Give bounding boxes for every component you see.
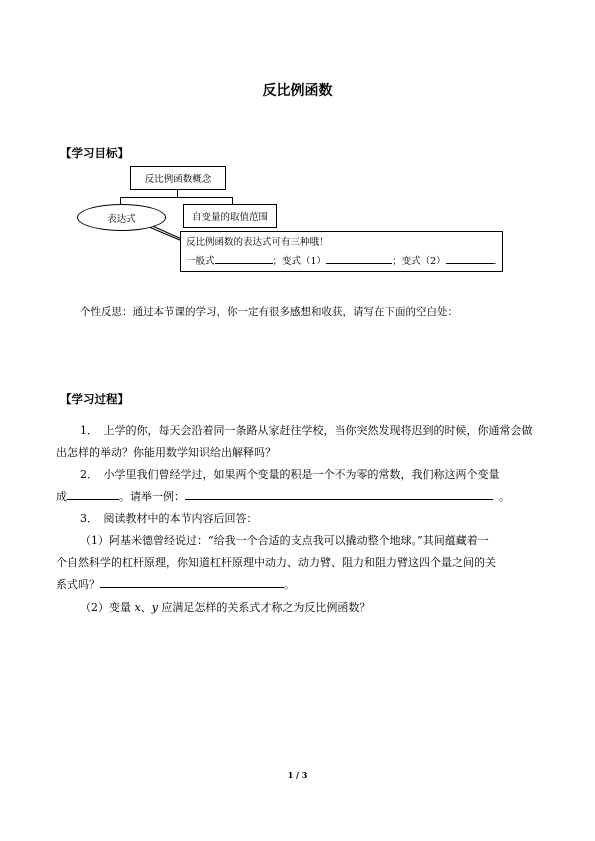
- blank-variant1[interactable]: [326, 252, 392, 264]
- q3-1-end: 。: [284, 578, 295, 591]
- blank-q2-term[interactable]: [67, 488, 119, 500]
- q3-1-prefix: 系式吗？: [56, 578, 100, 591]
- goals-heading: 【学习目标】: [60, 146, 129, 160]
- question-3-1-line2: 个自然科学的杠杆原理，你知道杠杆原理中动力、动力臂、阻力和阻力臂这四个量之间的关: [56, 556, 496, 569]
- note-line2: [186, 252, 497, 271]
- blank-q2-example[interactable]: [185, 488, 493, 500]
- question-1: 1． 上学的你，每天会沿着同一条路从家赶往学校，当你突然发现将迟到的时候，你通常会做出怎样的举动？你能用数学知识给出解释吗？: [56, 424, 533, 459]
- connector-root-stem: [177, 189, 178, 197]
- q2-end: 。: [499, 490, 510, 503]
- q2-prefix: 成: [56, 490, 67, 503]
- note-variant2-label: ；变式（2）: [392, 256, 446, 267]
- process-heading: 【学习过程】: [60, 392, 129, 406]
- note-variant1-label: ；变式（1）: [272, 256, 327, 267]
- diagram-left-ellipse: 表达式: [77, 204, 166, 231]
- question-3: 3． 阅读教材中的本节内容后回答：: [80, 512, 258, 525]
- variable-x: x: [134, 601, 141, 614]
- note-line1: 反比例函数的表达式可有三种哦！: [186, 237, 329, 248]
- blank-general[interactable]: [215, 252, 273, 264]
- question-3-2: [80, 597, 370, 619]
- question-3-1-line3: [56, 574, 295, 596]
- reflection-prompt: 个性反思：通过本节课的学习，你一定有很多感想和收获，请写在下面的空白处：: [80, 306, 458, 318]
- q2-example-label: 。请举一例：: [119, 490, 185, 503]
- blank-variant2[interactable]: [446, 252, 494, 264]
- diagram-right-box: 自变量的取值范围: [183, 204, 277, 228]
- q3-2-sep: 、: [140, 601, 152, 614]
- note-end: .: [493, 256, 497, 267]
- q3-2-prefix: （2）变量: [80, 601, 135, 614]
- note-general-label: 一般式: [186, 256, 215, 267]
- callout-note: [180, 231, 503, 272]
- page-number: 1 / 3: [287, 770, 308, 780]
- connector-horizontal: [120, 197, 232, 198]
- page-title: 反比例函数: [262, 83, 333, 99]
- question-2-line1: 2． 小学里我们曾经学过，如果两个变量的积是一个不为零的常数，我们称这两个变量: [80, 468, 500, 481]
- blank-q3-1[interactable]: [100, 576, 284, 588]
- q3-2-suffix: 应满足怎样的关系式才称之为反比例函数？: [157, 601, 371, 614]
- diagram-root-box: 反比例函数概念: [130, 166, 226, 190]
- question-3-1-line1: （1）阿基米德曾经说过：“给我一个合适的支点我可以撬动整个地球。”其间蕴藏着一: [80, 534, 489, 547]
- question-2-line2: [56, 486, 510, 508]
- variable-y: y: [151, 601, 158, 614]
